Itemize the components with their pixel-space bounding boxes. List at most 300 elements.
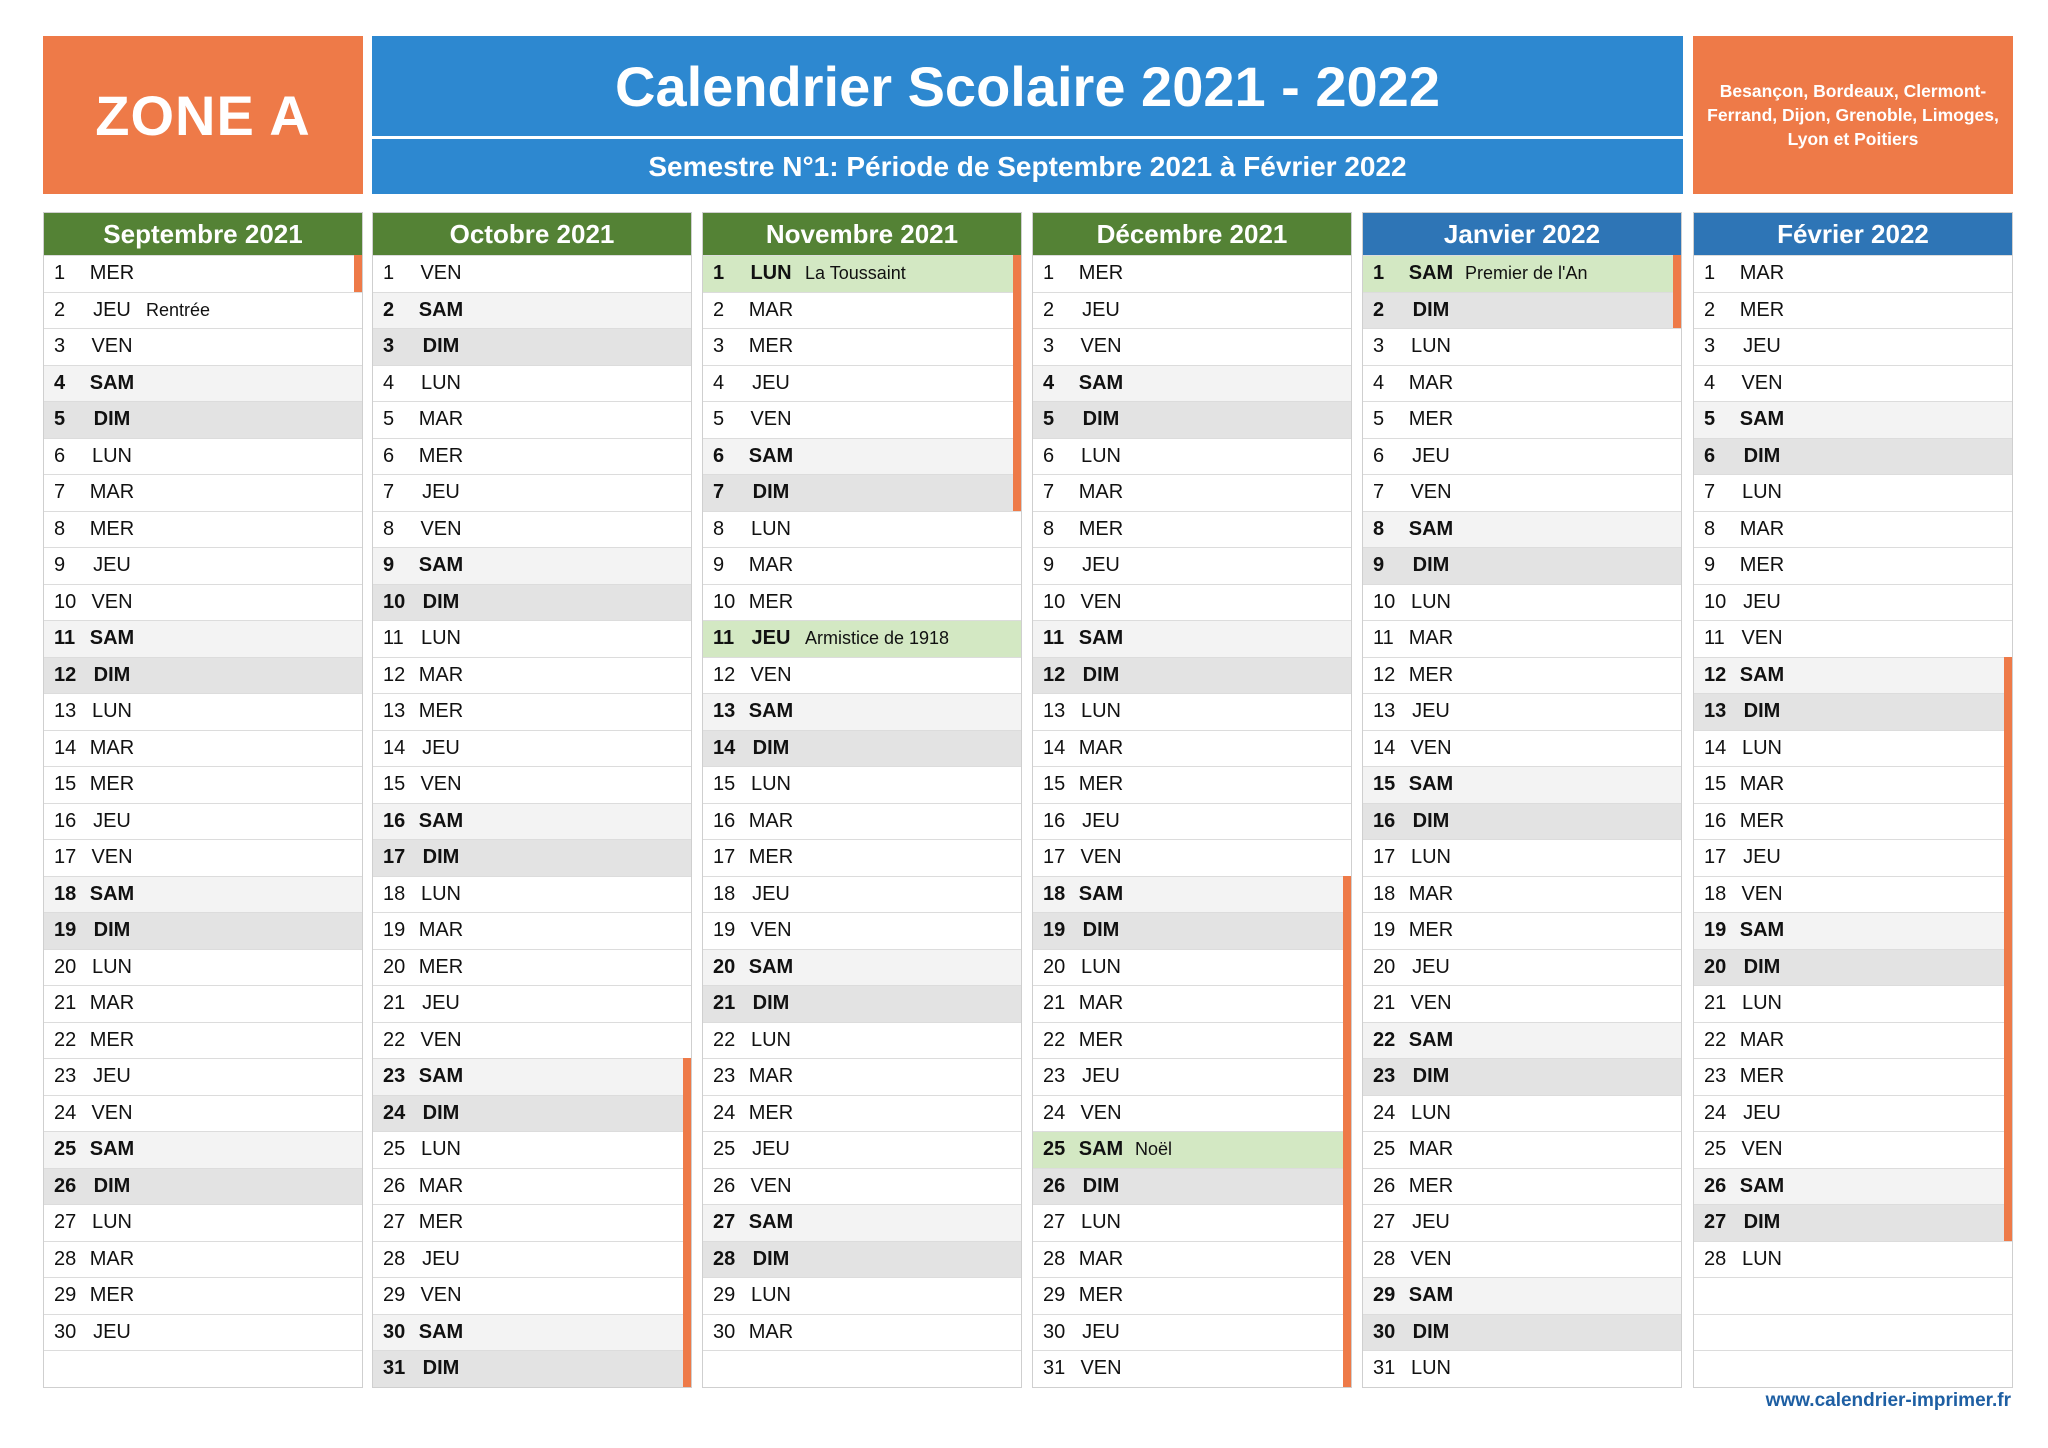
day-row — [44, 328, 362, 365]
day-row — [703, 730, 1021, 767]
day-row — [1363, 1241, 1681, 1278]
day-name: DIM — [1412, 554, 1450, 577]
day-row — [373, 1204, 691, 1241]
day-name: SAM — [1408, 262, 1454, 285]
day-number: 9 — [1043, 554, 1055, 577]
day-row — [703, 1058, 1021, 1095]
month-column — [1693, 212, 2013, 1388]
day-name: LUN — [91, 955, 132, 978]
day-row — [1694, 766, 2012, 803]
day-number: 24 — [1043, 1101, 1066, 1124]
day-name: JEU — [1743, 335, 1781, 358]
day-number: 30 — [1043, 1320, 1066, 1343]
day-number: 11 — [1373, 627, 1394, 650]
day-name: MAR — [1739, 773, 1785, 796]
day-number: 18 — [1373, 882, 1396, 905]
day-number: 30 — [713, 1320, 736, 1343]
day-row — [703, 876, 1021, 913]
day-name: JEU — [93, 809, 131, 832]
day-name: JEU — [1082, 1065, 1120, 1088]
day-row — [1363, 1058, 1681, 1095]
day-name: JEU — [422, 992, 460, 1015]
day-number: 13 — [1704, 700, 1727, 723]
day-row — [703, 255, 1021, 292]
day-name: SAM — [1408, 773, 1454, 796]
day-number: 17 — [54, 846, 77, 869]
day-event-label: Noël — [1135, 1139, 1173, 1160]
day-row — [1033, 1095, 1351, 1132]
day-number: 22 — [1043, 1028, 1066, 1051]
day-name: DIM — [1412, 298, 1450, 321]
day-row — [1694, 584, 2012, 621]
day-name: VEN — [750, 408, 792, 431]
day-number: 11 — [54, 627, 76, 650]
day-name: MER — [748, 335, 794, 358]
day-number: 3 — [1373, 335, 1385, 358]
day-row — [1033, 292, 1351, 329]
day-name: JEU — [752, 371, 790, 394]
day-name: MAR — [89, 481, 135, 504]
day-row — [703, 511, 1021, 548]
day-number: 5 — [383, 408, 395, 431]
day-number: 25 — [383, 1138, 406, 1161]
day-number: 2 — [713, 298, 725, 321]
day-row — [1363, 839, 1681, 876]
day-row — [1694, 1204, 2012, 1241]
day-name: SAM — [89, 1138, 135, 1161]
day-row — [373, 255, 691, 292]
day-number: 26 — [1043, 1174, 1066, 1197]
day-row — [703, 474, 1021, 511]
day-row — [703, 620, 1021, 657]
day-name: MAR — [418, 663, 464, 686]
day-row — [373, 803, 691, 840]
day-name: DIM — [1082, 919, 1120, 942]
day-number: 3 — [383, 335, 395, 358]
day-name: DIM — [422, 846, 460, 869]
day-number: 28 — [1043, 1247, 1066, 1270]
day-number: 27 — [713, 1211, 736, 1234]
day-name: JEU — [1412, 1211, 1450, 1234]
day-name: MER — [748, 846, 794, 869]
day-row — [373, 365, 691, 402]
day-row — [44, 511, 362, 548]
day-number: 29 — [713, 1284, 736, 1307]
day-row — [373, 1350, 691, 1387]
day-number: 26 — [383, 1174, 406, 1197]
day-name: DIM — [752, 992, 790, 1015]
month-column — [43, 212, 363, 1388]
day-number: 27 — [1373, 1211, 1396, 1234]
day-row — [1363, 985, 1681, 1022]
day-name: JEU — [1082, 809, 1120, 832]
day-row — [1363, 1314, 1681, 1351]
day-name: LUN — [1741, 1247, 1782, 1270]
day-row — [44, 584, 362, 621]
day-number: 25 — [1043, 1138, 1066, 1161]
day-name: MAR — [748, 1065, 794, 1088]
day-row — [373, 1277, 691, 1314]
day-row — [1033, 693, 1351, 730]
day-name: LUN — [1410, 846, 1451, 869]
day-number: 30 — [54, 1320, 77, 1343]
day-row — [44, 912, 362, 949]
day-name: LUN — [750, 1028, 791, 1051]
day-number: 19 — [1704, 919, 1727, 942]
day-name: MAR — [1408, 371, 1454, 394]
month-column — [1032, 212, 1352, 1388]
day-row — [44, 985, 362, 1022]
day-row — [1033, 474, 1351, 511]
day-number: 26 — [1373, 1174, 1396, 1197]
day-name: JEU — [1082, 1320, 1120, 1343]
day-row — [703, 584, 1021, 621]
day-number: 10 — [1704, 590, 1727, 613]
day-name: VEN — [1080, 590, 1122, 613]
day-row — [1694, 547, 2012, 584]
day-name: MER — [418, 700, 464, 723]
day-row — [1363, 438, 1681, 475]
day-row — [1363, 401, 1681, 438]
day-number: 13 — [1043, 700, 1066, 723]
day-name: DIM — [1412, 1320, 1450, 1343]
day-row — [1033, 1204, 1351, 1241]
day-number: 4 — [1704, 371, 1716, 394]
day-row — [44, 876, 362, 913]
day-name: MER — [89, 773, 135, 796]
day-row — [1033, 584, 1351, 621]
day-number: 25 — [54, 1138, 77, 1161]
day-row — [44, 949, 362, 986]
day-row — [373, 620, 691, 657]
day-name: MER — [1408, 408, 1454, 431]
day-row — [1033, 1277, 1351, 1314]
day-number: 21 — [1043, 992, 1066, 1015]
day-name: LUN — [750, 773, 791, 796]
day-name: SAM — [1739, 919, 1785, 942]
day-name: DIM — [93, 663, 131, 686]
day-row — [1363, 255, 1681, 292]
day-number: 11 — [383, 627, 404, 650]
day-row — [1694, 876, 2012, 913]
day-name: JEU — [751, 627, 791, 650]
day-number: 9 — [1704, 554, 1716, 577]
day-name: JEU — [1743, 1101, 1781, 1124]
day-row — [703, 803, 1021, 840]
day-row — [1363, 620, 1681, 657]
day-name: MER — [1739, 554, 1785, 577]
day-name: DIM — [422, 590, 460, 613]
day-name: SAM — [1739, 408, 1785, 431]
day-number: 26 — [1704, 1174, 1727, 1197]
title-banner — [372, 36, 1683, 194]
day-number: 23 — [713, 1065, 736, 1088]
month-header: Janvier 2022 — [1363, 213, 1681, 255]
day-number: 2 — [1373, 298, 1385, 321]
day-number: 10 — [383, 590, 406, 613]
day-row — [1033, 949, 1351, 986]
day-row — [1694, 292, 2012, 329]
day-name: JEU — [1412, 955, 1450, 978]
day-number: 16 — [54, 809, 77, 832]
day-row — [1363, 547, 1681, 584]
day-row — [373, 1168, 691, 1205]
day-row — [1033, 912, 1351, 949]
day-name: SAM — [1078, 627, 1124, 650]
day-number: 4 — [713, 371, 725, 394]
day-number: 17 — [1704, 846, 1727, 869]
day-row — [703, 949, 1021, 986]
day-number: 9 — [713, 554, 725, 577]
day-row — [1363, 328, 1681, 365]
day-row — [44, 438, 362, 475]
day-row — [44, 1095, 362, 1132]
day-name: LUN — [1741, 481, 1782, 504]
day-name: VEN — [1410, 736, 1452, 759]
day-name: DIM — [1743, 700, 1781, 723]
day-number: 20 — [1043, 955, 1066, 978]
day-row — [703, 985, 1021, 1022]
day-name: DIM — [1082, 663, 1120, 686]
day-name: MER — [748, 1101, 794, 1124]
day-row — [373, 657, 691, 694]
day-number: 8 — [713, 517, 725, 540]
day-row — [1033, 255, 1351, 292]
day-name: VEN — [1410, 992, 1452, 1015]
day-number: 14 — [1043, 736, 1066, 759]
day-number: 8 — [1373, 517, 1385, 540]
day-number: 18 — [1704, 882, 1727, 905]
day-row — [1033, 1350, 1351, 1387]
day-name: MAR — [1408, 882, 1454, 905]
day-row — [1694, 657, 2012, 694]
day-name: SAM — [748, 700, 794, 723]
day-number: 15 — [713, 773, 736, 796]
day-number: 24 — [54, 1101, 77, 1124]
day-row — [1033, 839, 1351, 876]
day-row — [44, 1022, 362, 1059]
day-number: 18 — [54, 882, 77, 905]
day-name: LUN — [420, 371, 461, 394]
day-name: LUN — [1080, 955, 1121, 978]
page-title: Calendrier Scolaire 2021 - 2022 — [615, 54, 1440, 118]
day-name: MER — [418, 955, 464, 978]
day-row — [1694, 1058, 2012, 1095]
day-name: VEN — [420, 1284, 462, 1307]
day-name: SAM — [1739, 1174, 1785, 1197]
day-name: JEU — [752, 882, 790, 905]
day-name: MAR — [89, 736, 135, 759]
day-name: MAR — [1078, 736, 1124, 759]
day-number: 21 — [1704, 992, 1727, 1015]
day-row — [1694, 1168, 2012, 1205]
day-row — [44, 365, 362, 402]
day-number: 1 — [1373, 262, 1385, 285]
day-row — [1033, 1241, 1351, 1278]
day-name: MAR — [1078, 992, 1124, 1015]
day-number: 26 — [54, 1174, 77, 1197]
day-row — [373, 1131, 691, 1168]
day-row — [703, 365, 1021, 402]
day-row — [1033, 511, 1351, 548]
day-number: 7 — [713, 481, 725, 504]
day-row — [1363, 292, 1681, 329]
day-row — [373, 1058, 691, 1095]
day-row — [373, 730, 691, 767]
day-name: SAM — [1408, 517, 1454, 540]
day-number: 19 — [713, 919, 736, 942]
day-name: VEN — [750, 1174, 792, 1197]
day-row — [1694, 949, 2012, 986]
day-name: VEN — [1741, 882, 1783, 905]
day-number: 20 — [1373, 955, 1396, 978]
day-row — [373, 1022, 691, 1059]
day-number: 27 — [54, 1211, 77, 1234]
day-name: MER — [418, 444, 464, 467]
day-row — [1694, 438, 2012, 475]
day-name: MAR — [89, 992, 135, 1015]
day-name: DIM — [752, 1247, 790, 1270]
day-name: MER — [1078, 1028, 1124, 1051]
day-row — [44, 766, 362, 803]
day-name: JEU — [1412, 700, 1450, 723]
day-number: 2 — [1704, 298, 1716, 321]
day-row — [1033, 1168, 1351, 1205]
day-row — [373, 474, 691, 511]
day-number: 17 — [1043, 846, 1066, 869]
day-name: MER — [1739, 298, 1785, 321]
day-number: 30 — [383, 1320, 406, 1343]
day-number: 6 — [1373, 444, 1385, 467]
day-name: LUN — [750, 517, 791, 540]
day-number: 25 — [1704, 1138, 1727, 1161]
day-name: MAR — [1739, 1028, 1785, 1051]
day-row — [1694, 839, 2012, 876]
day-number: 6 — [1043, 444, 1055, 467]
day-number: 10 — [1043, 590, 1066, 613]
day-row — [1033, 365, 1351, 402]
day-number: 19 — [383, 919, 406, 942]
day-number: 29 — [54, 1284, 77, 1307]
day-name: SAM — [748, 955, 794, 978]
day-row — [373, 912, 691, 949]
day-number: 31 — [383, 1357, 406, 1380]
day-row — [1363, 511, 1681, 548]
day-name: DIM — [1412, 809, 1450, 832]
day-name: MER — [89, 262, 135, 285]
day-name: MER — [418, 1211, 464, 1234]
day-name: MAR — [748, 554, 794, 577]
empty-row — [44, 1350, 362, 1387]
day-row — [703, 1095, 1021, 1132]
day-number: 5 — [1373, 408, 1385, 431]
day-name: SAM — [418, 809, 464, 832]
day-row — [703, 1314, 1021, 1351]
day-number: 13 — [383, 700, 406, 723]
day-number: 3 — [54, 335, 66, 358]
day-number: 8 — [383, 517, 395, 540]
day-row — [1694, 1131, 2012, 1168]
day-row — [44, 1241, 362, 1278]
day-number: 12 — [713, 663, 736, 686]
day-name: SAM — [748, 1211, 794, 1234]
month-header: Novembre 2021 — [703, 213, 1021, 255]
day-row — [1033, 1022, 1351, 1059]
day-number: 8 — [54, 517, 66, 540]
day-name: JEU — [422, 1247, 460, 1270]
day-number: 2 — [1043, 298, 1055, 321]
day-row — [703, 401, 1021, 438]
day-number: 20 — [383, 955, 406, 978]
cities-list: Besançon, Bordeaux, Clermont-Ferrand, Dijon, Grenoble, Limoges, Lyon et Poitiers — [1693, 36, 2013, 194]
day-row — [373, 438, 691, 475]
day-name: LUN — [1410, 590, 1451, 613]
month-column — [1362, 212, 1682, 1388]
day-name: MER — [1739, 809, 1785, 832]
day-name: DIM — [1743, 955, 1781, 978]
day-name: MAR — [1739, 517, 1785, 540]
day-name: VEN — [420, 1028, 462, 1051]
day-row — [1694, 511, 2012, 548]
day-number: 23 — [54, 1065, 77, 1088]
day-row — [1363, 1131, 1681, 1168]
day-number: 29 — [1043, 1284, 1066, 1307]
day-number: 23 — [1373, 1065, 1396, 1088]
day-number: 19 — [54, 919, 77, 942]
day-row — [373, 1095, 691, 1132]
day-number: 19 — [1373, 919, 1396, 942]
day-row — [703, 1131, 1021, 1168]
day-name: VEN — [420, 262, 462, 285]
day-name: JEU — [422, 481, 460, 504]
day-row — [1033, 730, 1351, 767]
day-name: LUN — [1741, 736, 1782, 759]
empty-row — [1694, 1277, 2012, 1314]
day-name: MER — [1408, 919, 1454, 942]
day-number: 25 — [1373, 1138, 1396, 1161]
day-row — [373, 949, 691, 986]
day-number: 1 — [383, 262, 395, 285]
day-number: 9 — [54, 554, 66, 577]
day-number: 12 — [1704, 663, 1727, 686]
day-name: VEN — [91, 590, 133, 613]
day-number: 28 — [54, 1247, 77, 1270]
day-name: JEU — [93, 1065, 131, 1088]
day-name: DIM — [422, 335, 460, 358]
month-column — [702, 212, 1022, 1388]
day-name: LUN — [1080, 700, 1121, 723]
day-number: 10 — [713, 590, 736, 613]
day-number: 15 — [1704, 773, 1727, 796]
day-name: SAM — [89, 371, 135, 394]
day-row — [373, 766, 691, 803]
day-row — [373, 839, 691, 876]
day-number: 5 — [713, 408, 725, 431]
day-name: JEU — [93, 298, 131, 321]
day-name: MAR — [1408, 1138, 1454, 1161]
day-number: 16 — [1373, 809, 1396, 832]
day-number: 31 — [1373, 1357, 1396, 1380]
day-name: SAM — [418, 554, 464, 577]
day-number: 15 — [1043, 773, 1066, 796]
day-row — [44, 1277, 362, 1314]
day-number: 14 — [713, 736, 736, 759]
footer-link[interactable]: www.calendrier-imprimer.fr — [1765, 1390, 2011, 1411]
day-number: 9 — [1373, 554, 1385, 577]
day-row — [703, 1277, 1021, 1314]
day-row — [1363, 693, 1681, 730]
day-event-label: Armistice de 1918 — [805, 628, 950, 649]
